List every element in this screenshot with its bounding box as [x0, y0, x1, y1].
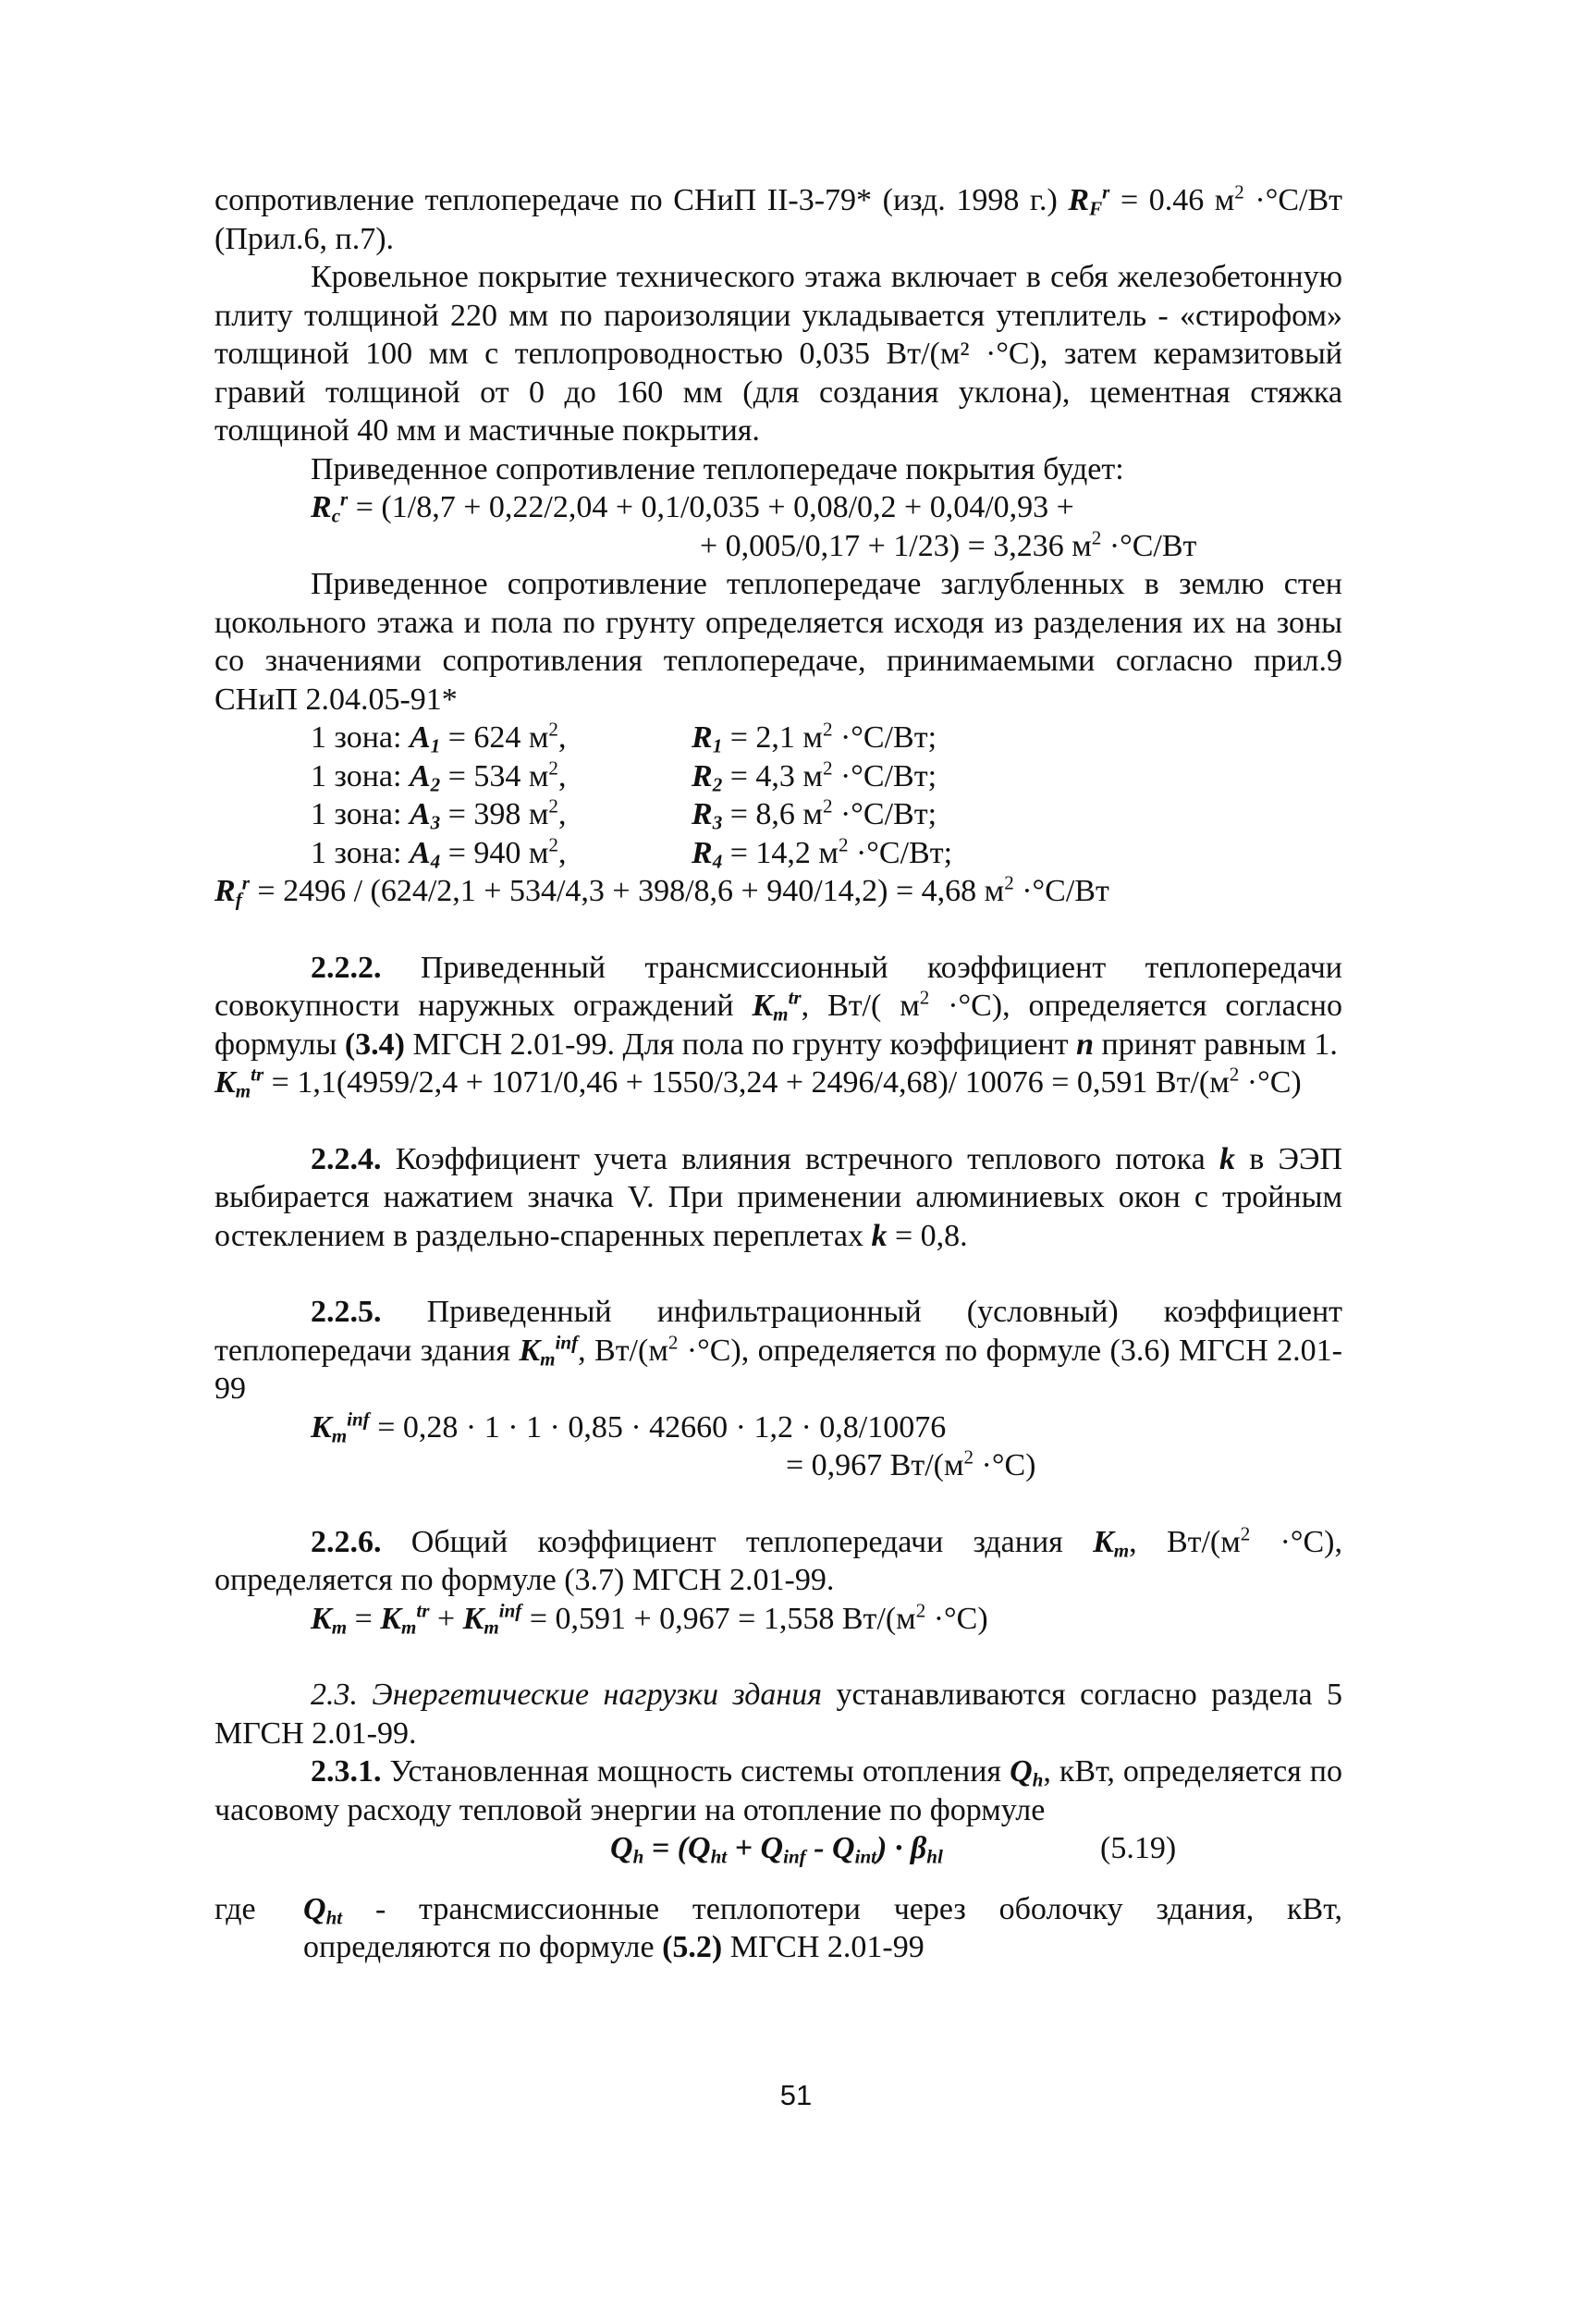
- zone-row: 1 зона: $A_4 = 940$ $м^2$, $R_4 = 14,2$ $м^2 \cdot^\circ С/Вт$;: [311, 832, 953, 872]
- equation-number: (5.19): [1100, 1831, 1177, 1865]
- zone-row: 1 зона: $A_1 = 624$ $м^2$, $R_1 = 2,1$ $м^2 \cdot^\circ С/Вт$;: [311, 718, 937, 757]
- formula-km-inf-line2: = 0,967 $Вт/(м^2 \cdot^\circ С)$: [786, 1445, 1036, 1482]
- formula-rc-line2: + 0,005/0,17 + 1/23) = 3,236 $м^2 \cdot^\circ С/Вт$: [700, 525, 1197, 563]
- zone-row: 1 зона: $A_2 = 534$ $м^2$, $R_2 = 4,3$ $м^2 \cdot^\circ С/Вт$;: [311, 756, 937, 795]
- document-body: [214, 181, 1342, 1967]
- section-2-2-5: 2.2.5. Приведенный инфильтрационный (условный) коэффициент теплопередачи здания $K_m^{inf}$, $Вт/(м^2 \cdot^\circ С)$, определяется по формуле (3.6) МГСН 2.01-99: [214, 1295, 1342, 1406]
- formula-km-tr: $K_m^{tr} = 1,1(4959/2,4 + 1071/0,46 + 1550/3,24 + 2496/4,68)/$ 10076 = 0,591 $Вт/(м^2 \cdot^\circ С)$: [214, 1063, 1302, 1102]
- section-2-2-4: 2.2.4. Коэффициент учета влияния встречного теплового потока k в ЭЭП выбирается нажатием значка V. При применении алюминиевых окон с тройным остеклением в раздельно-спаренных переплетах k = 0,8.: [214, 1141, 1343, 1253]
- paragraph-resistance-walls: сопротивление теплопередаче по СНиП II-3-79* (изд. 1998 г.) $R_F^r = 0.46$ $м^2 \cdot^\circ С/Вт$ (Прил.6, п.7).: [214, 180, 1342, 256]
- section-2-3: 2.3. Энергетические нагрузки здания устанавливаются согласно раздела 5 МГСН 2.01-99.: [214, 1678, 1343, 1751]
- where-definition: где $Q_{ht}$ - трансмиссионные теплопотери через оболочку здания, кВт, определяются по формуле (5.2) МГСН 2.01-99: [214, 1891, 1342, 1964]
- formula-rf: $R_f^r = 2496 / (624/2,1 + 534/4,3 + 398/8,6 + 940/14,2) = 4,68$ $м^2 \cdot^\circ С/Вт$: [214, 871, 1109, 911]
- page-number: 51: [779, 2079, 813, 2111]
- formula-km-total: $K_m = K_m^{tr} + K_m^{inf} = 0,591 + 0,967 = 1,558$ $Вт/(м^2 \cdot^\circ С)$: [311, 1598, 988, 1638]
- paragraph-roof: Кровельное покрытие технического этажа включает в себя железобетонную плиту толщиной 220 мм по пароизоляции укладывается утеплитель - «стирофом» толщиной 100 мм с теплопроводностью 0,035 Вт/(м² ·°С), затем керамзитовый гравий толщиной от 0 до 160 мм (для создания уклона), цементная стяжка толщиной 40 мм и мастичные покрытия.: [214, 260, 1342, 448]
- paragraph-ground-zones: Приведенное сопротивление теплопередаче заглубленных в землю стен цокольного этажа и пола по грунту определяется исходя из разделения их на зоны со значениями сопротивления теплопередаче, принимаемыми согласно прил.9 СНиП 2.04.05-91*: [214, 567, 1342, 717]
- section-2-2-6: 2.2.6. Общий коэффициент теплопередачи здания $K_m$, $Вт/(м^2 \cdot^\circ С)$, определяется по формуле (3.7) МГСН 2.01-99.: [214, 1521, 1343, 1597]
- section-2-3-1: 2.3.1. Установленная мощность системы отопления $Q_h$, кВт, определяется по часовому расходу тепловой энергии на отопление по формуле: [214, 1754, 1343, 1827]
- formula-km-inf-line1: $K_m^{inf} = 0,28 \cdot 1 \cdot 1 \cdot 0,85 \cdot 42660 \cdot 1,2 \cdot 0,8/10076$: [311, 1407, 947, 1446]
- formula-rc-line1: $R_c^r = (1/8,7 + 0,22/2,04 + 0,1/0,035 + 0,08/0,2 + 0,04/0,93$ +: [311, 487, 1074, 527]
- section-2-2-2: 2.2.2. Приведенный трансмиссионный коэффициент теплопередачи совокупности наружных ограждений $K_m^{tr}$, Вт/( $м^2 \cdot^\circ С$), определяется согласно формулы (3.4) МГСН 2.01-99. Для пола по грунту коэффициент n принят равным 1.: [214, 950, 1342, 1062]
- equation-5-19: $Q_h = (Q_{ht} + Q_{inf} - Q_{int}) \cdot \beta_{hl}$ (5.19): [610, 1831, 1177, 1868]
- zone-row: 1 зона: $A_3 = 398$ $м^2$, $R_3 = 8,6$ $м^2 \cdot^\circ С/Вт$;: [311, 794, 937, 834]
- paragraph-roof-resistance: Приведенное сопротивление теплопередаче покрытия будет:: [311, 451, 1124, 486]
